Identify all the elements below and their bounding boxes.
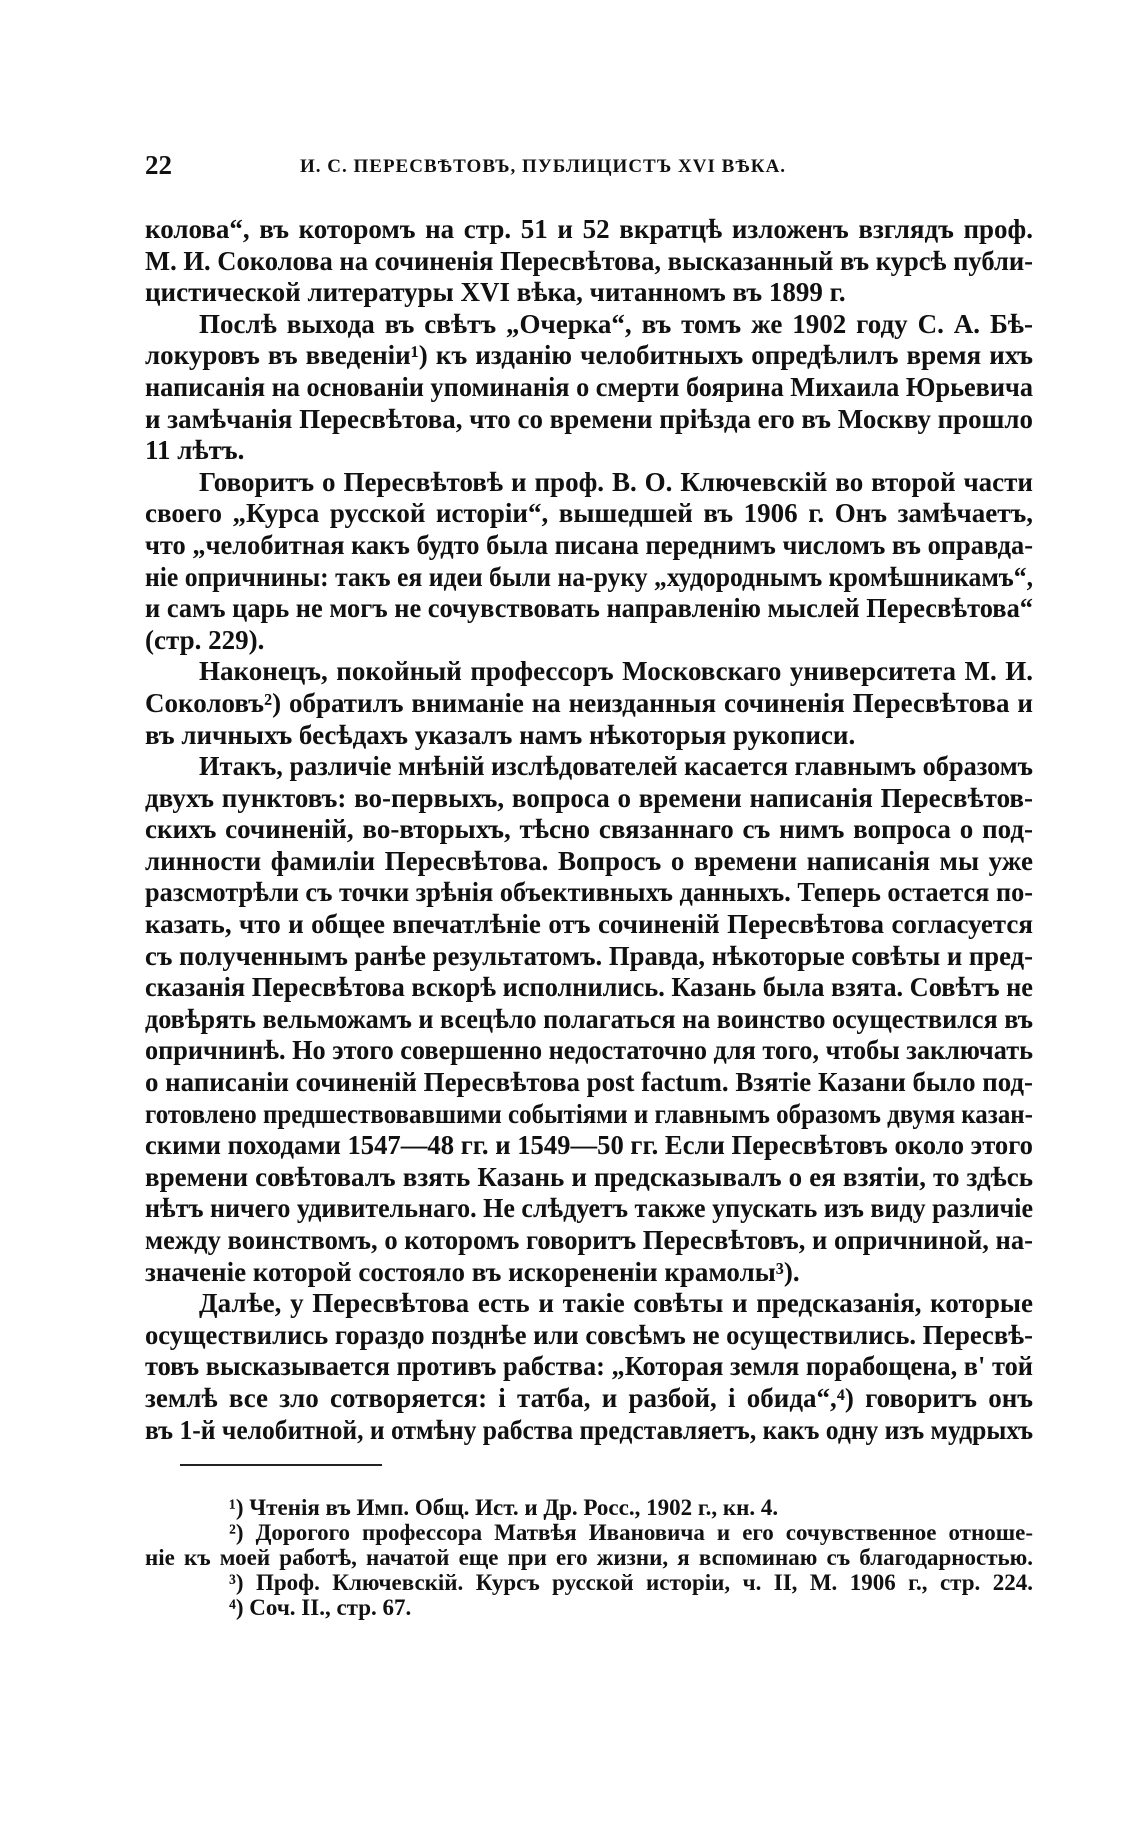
text-line-text: и замѣчанія Пересвѣтова, что со времени пріѣзда его въ Москву прошло: [145, 403, 1033, 434]
text-line: [145, 1035, 1033, 1067]
text-line-text: значеніе которой состояло въ искорененіи крамолы³).: [145, 1256, 800, 1287]
text-line-text: о написаніи сочиненій Пересвѣтова post factum. Взятіе Казани было под-: [145, 1067, 1033, 1098]
text-line: [145, 656, 1087, 688]
text-line-text: локуровъ въ введеніи¹) къ изданію челобитныхъ опредѣлилъ время ихъ: [145, 340, 1033, 371]
running-title: И. С. ПЕРЕСВѢТОВЪ, ПУБЛИЦИСТЪ XVI ВѢКА.: [300, 156, 787, 177]
text-line: [145, 1288, 1087, 1320]
text-line: [145, 625, 1033, 657]
text-line: [145, 1130, 1033, 1162]
page-number: 22: [145, 150, 172, 180]
text-line-text: линности фамиліи Пересвѣтова. Вопросъ о времени написанія мы уже: [145, 845, 1033, 876]
text-line-text: товъ высказывается противъ рабства: „Которая земля порабощена, в' той: [145, 1351, 1033, 1382]
text-line: [145, 467, 1087, 499]
text-line-text: готовлено предшествовавшими событіями и главнымъ образомъ двумя казан-: [145, 1098, 1033, 1129]
text-line: [145, 1383, 1033, 1415]
text-line: [145, 435, 1033, 467]
footnote-line-text: ³) Проф. Ключевскій. Курсъ русской исторіи, ч. II, М. 1906 г., стр. 224.: [229, 1570, 1033, 1595]
text-line-text: осуществились гораздо позднѣе или совсѣмъ не осуществились. Пересвѣ-: [145, 1319, 1033, 1350]
text-line-text: довѣрять вельможамъ и всецѣло полагаться на воинство осуществился въ: [145, 1003, 1033, 1034]
text-line-text: опричнинѣ. Но этого совершенно недостаточно для того, чтобы заключать: [145, 1035, 1033, 1066]
text-line-text: сказанія Пересвѣтова вскорѣ исполнились. Казань была взята. Совѣтъ не: [145, 972, 1033, 1003]
text-line: [145, 1225, 1033, 1257]
text-line: [145, 1351, 1033, 1383]
text-line: [145, 688, 1033, 720]
text-line-text: своего „Курса русской исторіи“, вышедшей въ 1906 г. Онъ замѣчаетъ,: [145, 498, 1033, 529]
text-line: [145, 277, 1033, 309]
text-line: [145, 593, 1033, 625]
text-line-text: М. И. Соколова на сочиненія Пересвѣтова, высказанный въ курсѣ публи-: [145, 245, 1033, 276]
text-line: [145, 1162, 1033, 1194]
footnote-line: [145, 1545, 1033, 1570]
text-line: [145, 1067, 1033, 1099]
text-line-text: (стр. 229).: [145, 624, 265, 655]
text-line: [145, 846, 1033, 878]
text-line: [145, 562, 1033, 594]
text-line-text: времени совѣтовалъ взять Казань и предсказывалъ о ея взятіи, то здѣсь: [145, 1161, 1033, 1192]
text-line: [145, 909, 1033, 941]
text-line-text: 11 лѣтъ.: [145, 435, 245, 466]
footnote-line: [145, 1595, 1117, 1620]
text-line-text: двухъ пунктовъ: во-первыхъ, вопроса о времени написанія Пересвѣтов-: [145, 782, 1033, 813]
text-line-text: Соколовъ²) обратилъ вниманіе на неизданныя сочиненія Пересвѣтова и: [145, 687, 1033, 718]
text-line-text: колова“, въ которомъ на стр. 51 и 52 вкратцѣ изложенъ взглядъ проф.: [145, 214, 1033, 244]
text-line-text: разсмотрѣли съ точки зрѣнія объективныхъ данныхъ. Теперь остается по-: [145, 877, 1033, 908]
text-line: [145, 877, 1033, 909]
footnote-line: [145, 1520, 1117, 1545]
text-line-text: землѣ все зло сотворяется: і татба, и разбой, і обида“,⁴) говоритъ онъ: [145, 1382, 1033, 1413]
text-line-text: съ полученнымъ ранѣе результатомъ. Правда, нѣкоторые совѣты и пред-: [145, 940, 1033, 971]
text-line-text: Итакъ, различіе мнѣній изслѣдователей касается главнымъ образомъ: [199, 751, 1033, 782]
text-line: [145, 340, 1033, 372]
text-line: [145, 246, 1033, 278]
text-line-text: Говоритъ о Пересвѣтовѣ и проф. В. О. Ключевскій во второй части: [199, 466, 1033, 497]
text-line-text: нѣтъ ничего удивительнаго. Не слѣдуетъ также упускать изъ виду различіе: [145, 1193, 1033, 1224]
text-line: [145, 498, 1033, 530]
text-line-text: въ 1-й челобитной, и отмѣну рабства представляетъ, какъ одну изъ мудрыхъ: [145, 1414, 1033, 1445]
text-line: [145, 309, 1087, 341]
text-line: [145, 530, 1033, 562]
text-line: [145, 1099, 1033, 1131]
footnote-line-text: ніе къ моей работѣ, начатой еще при его жизни, я вспоминаю съ благодарностью.: [145, 1545, 1033, 1570]
text-line: [145, 783, 1033, 815]
text-line-text: скихъ сочиненій, во-вторыхъ, тѣсно связаннаго съ нимъ вопроса о под-: [145, 814, 1033, 845]
text-line: [145, 1193, 1033, 1225]
text-line-text: въ личныхъ бесѣдахъ указалъ намъ нѣкоторыя рукописи.: [145, 719, 856, 750]
footnote-line-text: ¹) Чтенія въ Имп. Общ. Ист. и Др. Росс., 1902 г., кн. 4.: [229, 1495, 779, 1520]
footnote-divider: [180, 1464, 382, 1466]
text-line-text: и самъ царь не могъ не сочувствовать направленію мыслей Пересвѣтова“: [145, 593, 1033, 624]
text-line: [145, 941, 1033, 973]
text-line-text: что „челобитная какъ будто была писана переднимъ числомъ въ оправда-: [145, 529, 1033, 560]
text-line: [145, 720, 1033, 752]
text-line-text: ніе опричнины: такъ ея идеи были на-руку „худороднымъ кромѣшникамъ“,: [145, 561, 1033, 592]
text-line-text: между воинствомъ, о которомъ говоритъ Пересвѣтовъ, и опричниной, на-: [145, 1225, 1033, 1255]
text-line: [145, 214, 1033, 246]
footnote-line-text: ⁴) Соч. II., стр. 67.: [229, 1595, 412, 1620]
text-line: [145, 404, 1033, 436]
footnotes: [145, 1495, 1033, 1620]
text-line-text: цистической литературы XVI вѣка, читанномъ въ 1899 г.: [145, 277, 846, 308]
text-line: [145, 1257, 1033, 1289]
text-line: [145, 814, 1033, 846]
footnote-line-text: ²) Дорогого профессора Матвѣя Ивановича и его сочувственное отноше-: [229, 1520, 1033, 1545]
footnote-line: [145, 1570, 1117, 1595]
text-line-text: скими походами 1547—48 гг. и 1549—50 гг. Если Пересвѣтовъ около этого: [145, 1130, 1033, 1161]
text-line: [145, 1320, 1033, 1352]
text-line: [145, 751, 1087, 783]
text-line: [145, 1004, 1033, 1036]
text-line-text: Послѣ выхода въ свѣтъ „Очерка“, въ томъ же 1902 году С. А. Бѣ-: [199, 308, 1033, 339]
footnote-line: [145, 1495, 1117, 1520]
text-line-text: Наконецъ, покойный профессоръ Московскаго университета М. И.: [199, 656, 1033, 687]
text-line: [145, 972, 1033, 1004]
body-text: [145, 214, 1033, 1446]
text-line: [145, 1415, 1033, 1447]
text-line: [145, 372, 1033, 404]
text-line-text: казать, что и общее впечатлѣніе отъ сочиненій Пересвѣтова согласуется: [145, 909, 1033, 940]
text-line-text: Далѣе, у Пересвѣтова есть и такіе совѣты и предсказанія, которые: [199, 1288, 1033, 1319]
text-line-text: написанія на основаніи упоминанія о смерти боярина Михаила Юрьевича: [145, 371, 1033, 402]
